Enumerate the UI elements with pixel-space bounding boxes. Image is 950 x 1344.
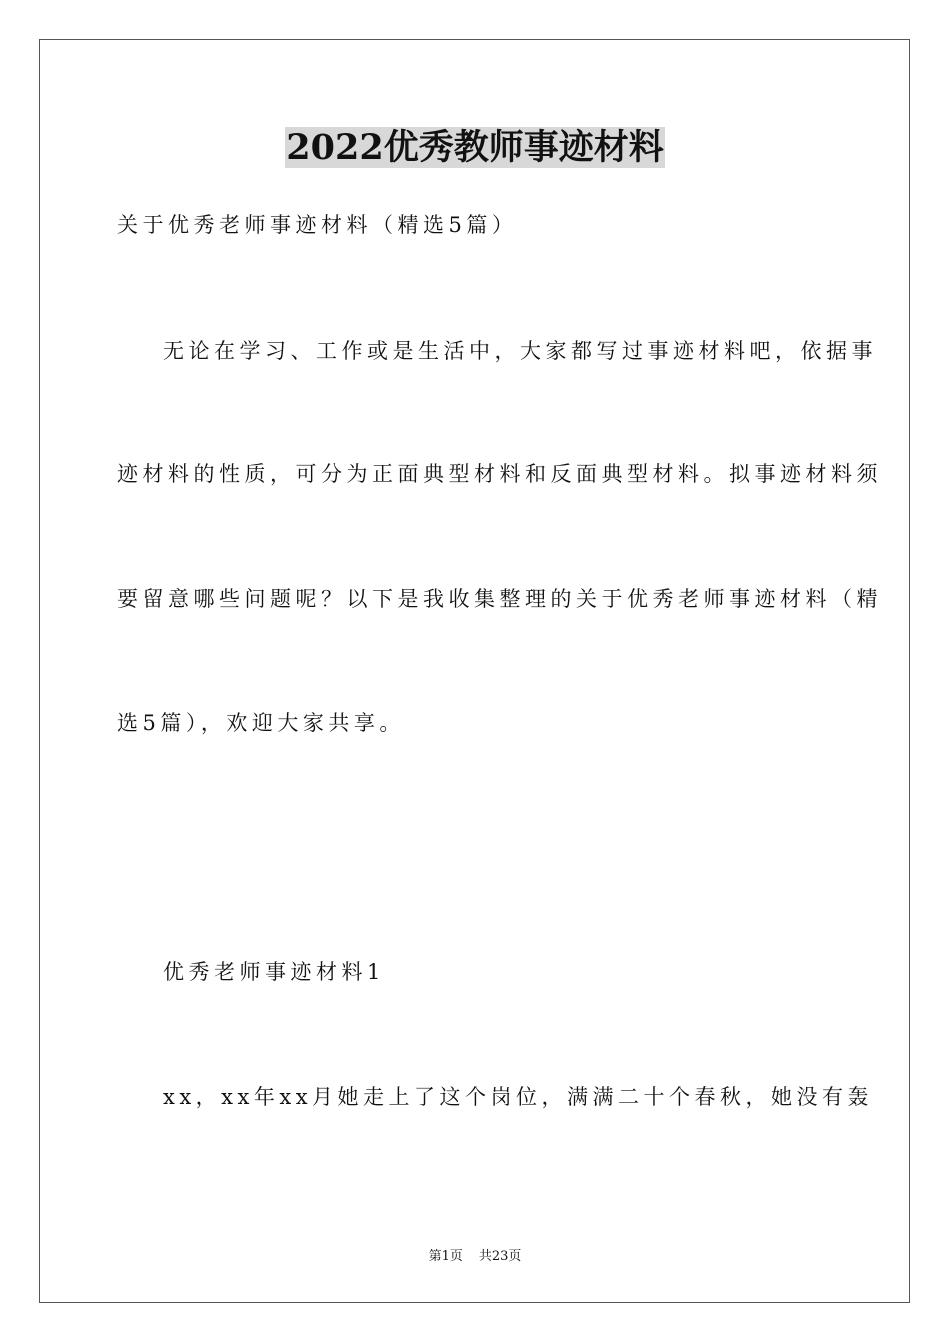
- document-subtitle: 关于优秀老师事迹材料（精选5篇）: [117, 213, 518, 237]
- document-title: [0, 127, 950, 169]
- intro-paragraph-line: 无论在学习、工作或是生活中，大家都写过事迹材料吧，依据事: [163, 339, 877, 363]
- intro-paragraph-line: 要留意哪些问题呢？以下是我收集整理的关于优秀老师事迹材料（精: [117, 587, 882, 611]
- document-title-text: 2022优秀教师事迹材料: [286, 127, 664, 168]
- section-paragraph-line: xx，xx年xx月她走上了这个岗位，满满二十个春秋，她没有轰: [163, 1085, 874, 1109]
- page-number: 第1页: [428, 1249, 463, 1264]
- page-footer: [0, 1248, 950, 1266]
- page-total: 共23页: [478, 1249, 522, 1264]
- section-heading: 优秀老师事迹材料1: [163, 960, 385, 984]
- intro-paragraph-line: 选5篇），欢迎大家共享。: [117, 711, 405, 735]
- intro-paragraph-line: 迹材料的性质，可分为正面典型材料和反面典型材料。拟事迹材料须: [117, 462, 882, 486]
